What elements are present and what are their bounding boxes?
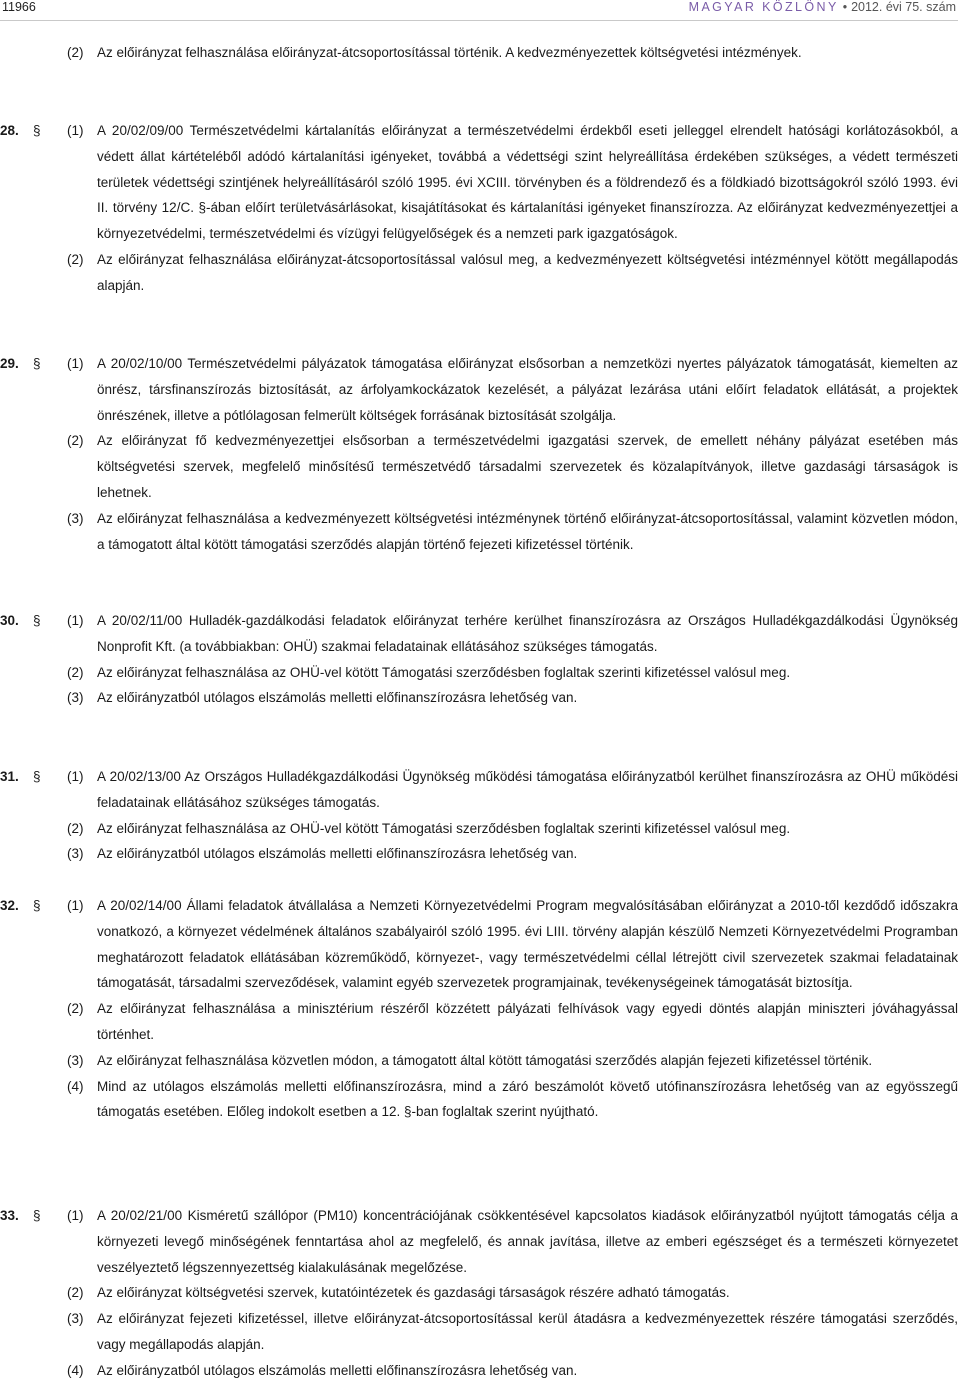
subsection-mark: (1) [67,613,84,628]
subsection-mark: (2) [67,45,84,60]
section-29 [0,351,958,557]
subsection [67,996,958,1048]
subsection-text: Az előirányzat fő kedvezményezettjei elsősorban a természetvédelmi igazgatási szervek, de emellett néhány pályázat esetében más költségvetési szervek, megfelelő minősítésű természetvédő társadalmi szervezetek és közalapítványok, illetve gazdasági társaságok is lehetnek. [97,433,958,500]
journal-info [689,0,956,14]
page-number: 11966 [2,0,36,14]
section-number: 30. [0,613,19,628]
subsection [67,1203,958,1280]
page-header [0,0,958,21]
subsection [67,118,958,247]
section-sign: § [33,356,41,371]
subsection-text: A 20/02/21/00 Kisméretű szállópor (PM10) koncentrációjának csökkentésével kapcsolatos kiadások előirányzatból nyújtott támogatás célja a környezeti levegő minőségének fenntartása ahol az megfelelő, és annak javítása, illetve az emberi egészséget és a természeti környezetet veszélyeztető légszennyezettség kialakulásának megelőzése. [97,1208,958,1275]
subsection [67,1074,958,1126]
issue-label: 2012. évi 75. szám [851,0,956,14]
subsection [67,247,958,299]
section-30 [0,608,958,711]
subsection-mark: (3) [67,846,84,862]
section-number: 33. [0,1208,19,1223]
subsection-text: A 20/02/09/00 Természetvédelmi kártalanítás előirányzat a természetvédelmi érdekből eseti jelleggel elrendelt hatósági korlátozásokból, a védett állat kártételéből adódó kártalanítási igényeket, továbbá a védettségi szint helyreállítása érdekében szükséges, a védett természeti területek védettségi szintjének helyreállításáról szóló 1995. évi XCIII. törvényben és a földrendező és a földkiadó bizottságokról szóló 1993. évi II. törvény 12/C. §-ában előírt területvásárlásokat, kisajátításokat és kártalanítási igényeket finanszírozza. Az előirányzat kedvezményezettjei a környezetvédelmi, természetvédelmi és vízügyi felügyelőségek és a nemzeti park igazgatóságok. [97,123,958,242]
subsection-text: A 20/02/11/00 Hulladék-gazdálkodási feladatok előirányzat terhére kerülhet finanszírozásra az Országos Hulladékgazdálkodási Ügynökség Nonprofit Kft. (a továbbiakban: OHÜ) szakmai feladatainak ellátásához szükséges támogatás. [97,613,958,654]
subsection [67,893,958,996]
subsection-text: Az előirányzatból utólagos elszámolás melletti előfinanszírozásra lehetőség van. [97,690,578,706]
subsection-text: Az előirányzat felhasználása az OHÜ-vel kötött Támogatási szerződésben foglaltak szerinti kifizetéssel valósul meg. [97,664,791,680]
section-31 [0,764,958,867]
section-number: 32. [0,898,19,913]
subsection-mark: (4) [67,1078,84,1094]
bullet-separator: • [842,0,848,14]
subsection-text: Az előirányzat felhasználása előirányzat-átcsoportosítással történik. A kedvezményezettek költségvetési intézmények. [97,45,802,60]
subsection-mark: (2) [67,251,84,267]
subsection-mark: (2) [67,820,84,836]
subsection-text: Az előirányzatból utólagos elszámolás melletti előfinanszírozásra lehetőség van. [97,1362,578,1378]
subsection-mark: (3) [67,1311,84,1327]
section-sign: § [33,769,41,784]
section-continuation [0,40,958,66]
subsection-text: Az előirányzat költségvetési szervek, kutatóintézetek és gazdasági társaságok részére adható támogatás. [97,1285,730,1301]
journal-title: MAGYAR KÖZLÖNY [688,0,839,14]
subsection-mark: (2) [67,1001,84,1017]
subsection-mark: (2) [67,433,84,449]
subsection [67,685,958,711]
subsection-text: Az előirányzat felhasználása a minisztérium részéről közzétett pályázati felhívások vagy egyedi döntés alapján miniszteri jóváhagyással történhet. [97,1001,958,1042]
subsection-mark: (2) [67,1285,84,1301]
subsection [67,351,958,428]
subsection-mark: (3) [67,1052,84,1068]
subsection [67,816,958,842]
subsection [67,660,958,686]
subsection-mark: (1) [67,898,84,913]
subsection-text: A 20/02/13/00 Az Országos Hulladékgazdálkodási Ügynökség működési támogatása előirányzatból kerülhet finanszírozásra az OHÜ működési feladatainak ellátásához szükséges támogatás. [97,769,958,810]
subsection-text: Mind az utólagos elszámolás melletti előfinanszírozásra, mind a záró beszámolót követő utófinanszírozásra lehetőség van az egyösszegű támogatás esetében. Előleg indokolt esetben a 12. §-ban foglaltak szerint nyújtható. [97,1078,958,1120]
subsection [67,506,958,558]
subsection-mark: (1) [67,123,84,138]
subsection [67,40,958,66]
subsection [67,608,958,660]
subsection-text: Az előirányzat felhasználása az OHÜ-vel kötött Támogatási szerződésben foglaltak szerinti kifizetéssel valósul meg. [97,820,791,836]
subsection [67,1048,958,1074]
subsection [67,764,958,816]
section-number: 28. [0,123,19,138]
subsection-text: A 20/02/10/00 Természetvédelmi pályázatok támogatása előirányzat elsősorban a nemzetközi nyertes pályázatok támogatását, kiemelten az önrész, társfinanszírozás biztosítását, az árfolyamkockázatok kezelését, a pályázat lezárása utáni előírt feladatok ellátását, a projektek önrészének, illetve a pótlólagosan felmerült költségek forrásának biztosítását szolgálja. [97,356,958,423]
subsection-mark: (4) [67,1362,84,1378]
subsection [67,428,958,505]
section-32 [0,893,958,1125]
section-33 [0,1203,958,1384]
subsection-mark: (3) [67,690,84,706]
section-sign: § [33,123,41,138]
section-number: 29. [0,356,19,371]
subsection-text: Az előirányzat fejezeti kifizetéssel, illetve előirányzat-átcsoportosítással kerül átadásra a kedvezményezettek részére támogatási szerződés, vagy megállapodás alapján. [97,1311,958,1352]
section-28 [0,118,958,299]
subsection-mark: (1) [67,356,84,371]
subsection [67,1280,958,1306]
section-sign: § [33,898,41,913]
subsection-mark: (3) [67,510,84,526]
subsection [67,841,958,867]
subsection-mark: (2) [67,664,84,680]
subsection-text: Az előirányzat felhasználása előirányzat-átcsoportosítással valósul meg, a kedvezményezett költségvetési intézménnyel kötött megállapodás alapján. [97,251,958,293]
section-number: 31. [0,769,19,784]
subsection-text: Az előirányzatból utólagos elszámolás melletti előfinanszírozásra lehetőség van. [97,846,578,862]
subsection [67,1358,958,1384]
subsection-text: A 20/02/14/00 Állami feladatok átvállalása a Nemzeti Környezetvédelmi Program megvalósításában előirányzat a 2010-től kezdődő időszakra vonatkozó, a környezet védelmének általános szabályairól szóló 1995. évi LIII. törvény alapján készülő Nemzeti Környezetvédelmi Programban meghatározott feladatok ellátásában közreműködő, környezet-, vagy természetvédelmi céllal létrejött civil szervezetek szakmai feladatainak támogatását, társadalmi szerveződések, valamint egyéb szervezetek programjainak, tevékenységeinek támogatását biztosítja. [97,898,958,991]
subsection-mark: (1) [67,1208,84,1223]
section-sign: § [33,613,41,628]
section-sign: § [33,1208,41,1223]
subsection-text: Az előirányzat felhasználása a kedvezményezett költségvetési intézménynek történő előirányzat-átcsoportosítással, valamint közvetlen módon, a támogatott által kötött támogatási szerződés alapján történő fejezeti kifizetéssel történik. [97,510,958,552]
subsection [67,1306,958,1358]
subsection-mark: (1) [67,769,84,784]
subsection-text: Az előirányzat felhasználása közvetlen módon, a támogatott által kötött támogatási szerződés alapján fejezeti kifizetéssel történik. [97,1052,873,1068]
